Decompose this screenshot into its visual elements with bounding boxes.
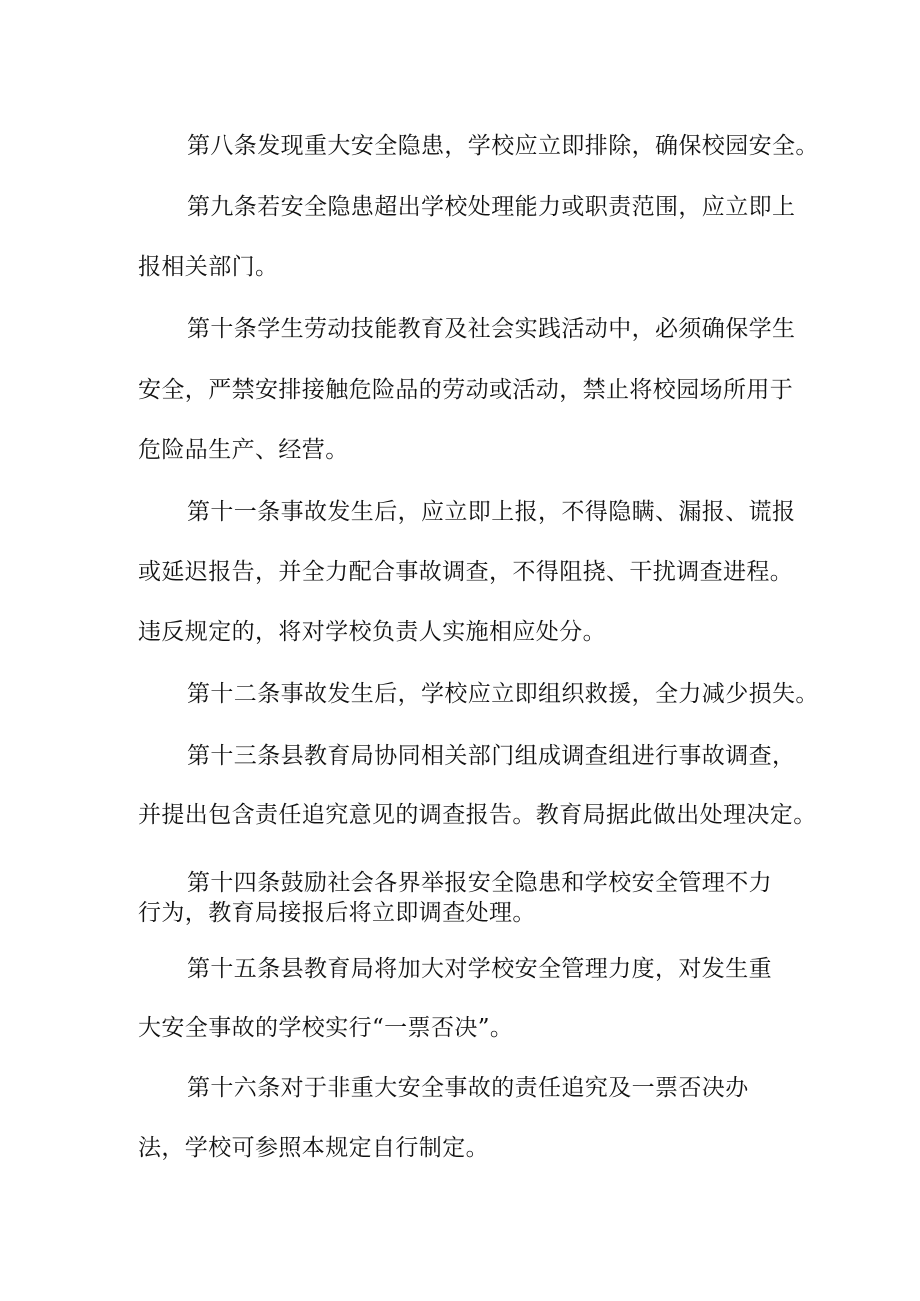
article-12-line-1: 第十二条事故发生后，学校应立即组织救援，全力减少损失。 — [187, 681, 819, 707]
article-14-line-2: 行为，教育局接报后将立即调查处理。 — [138, 900, 536, 926]
article-10-line-2: 安全，严禁安排接触危险品的劳动或活动，禁止将校园场所用于 — [138, 377, 794, 403]
article-13-line-1: 第十三条县教育局协同相关部门组成调查组进行事故调查， — [187, 743, 796, 769]
article-13-line-2: 并提出包含责任追究意见的调查报告。教育局据此做出处理决定。 — [138, 802, 817, 828]
article-11-line-1: 第十一条事故发生后，应立即上报，不得隐瞒、漏报、谎报 — [187, 499, 796, 525]
article-10-line-1: 第十条学生劳动技能教育及社会实践活动中，必须确保学生 — [187, 316, 796, 342]
article-10-line-3: 危险品生产、经营。 — [138, 437, 349, 463]
article-11-line-2: 或延迟报告，并全力配合事故调查，不得阻挠、干扰调查进程。 — [138, 559, 794, 585]
article-15-line-2: 大安全事故的学校实行“一票否决”。 — [138, 1015, 514, 1041]
article-9-line-1: 第九条若安全隐患超出学校处理能力或职责范围，应立即上 — [187, 194, 796, 220]
article-14-line-1: 第十四条鼓励社会各界举报安全隐患和学校安全管理不力 — [187, 870, 772, 896]
article-9-line-2: 报相关部门。 — [138, 254, 279, 280]
article-15-line-1: 第十五条县教育局将加大对学校安全管理力度，对发生重 — [187, 956, 772, 982]
article-8-line-1: 第八条发现重大安全隐患，学校应立即排除，确保校园安全。 — [187, 133, 819, 159]
article-11-line-3: 违反规定的，将对学校负责人实施相应处分。 — [138, 619, 606, 645]
article-16-line-2: 法，学校可参照本规定自行制定。 — [138, 1135, 489, 1161]
article-16-line-1: 第十六条对于非重大安全事故的责任追究及一票否决办 — [187, 1075, 749, 1101]
